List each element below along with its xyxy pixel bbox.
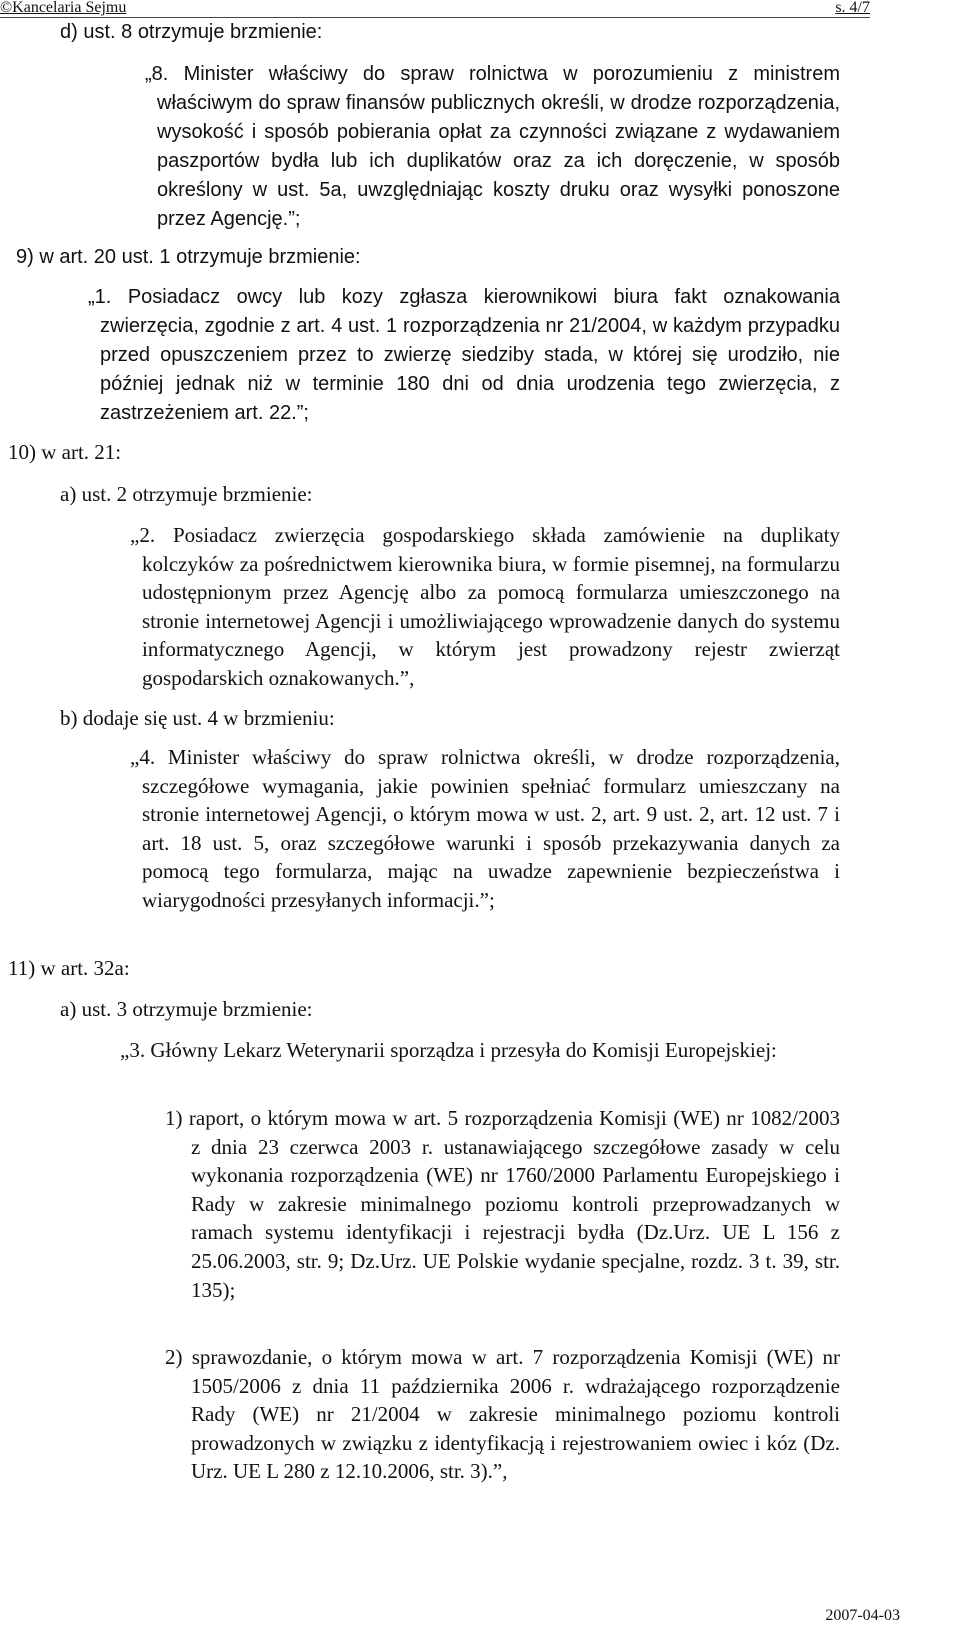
page-number: s. 4/7 [835,0,870,16]
item-11a-quote: „3. Główny Lekarz Weterynarii sporządza i przesyła do Komisji Europejskiej: [120,1038,777,1062]
item-9-quote: „1. Posiadacz owcy lub kozy zgłasza kierownikowi biura fakt oznakowania zwierzęcia, zgodnie z art. 4 ust. 1 rozporządzenia nr 21/2004, w każdym przypadku przed opuszczeniem przez to zwierzę siedziby stada, w której się urodziło, nie później jednak niż w terminie 180 dni od dnia urodzenia tego zwierzęcia, z zastrzeżeniem art. 22.”; [88,286,840,424]
item-d-quote: „8. Minister właściwy do spraw rolnictwa w porozumieniu z ministrem właściwym do spraw finansów publicznych określi, w drodze rozporządzenia, wysokość i sposób pobierania opłat za czynności związane z wydawaniem paszportów bydła lub ich duplikatów oraz za ich doręczenie, w sposób określony w ust. 5a, uwzględniając koszty druku oraz wysyłki ponoszone przez Agencję.”; [145,63,840,230]
item-d-intro: d) ust. 8 otrzymuje brzmienie: [60,21,323,43]
item-10b-intro: b) dodaje się ust. 4 w brzmieniu: [60,706,335,730]
item-11a-point-1: 1) raport, o którym mowa w art. 5 rozporządzenia Komisji (WE) nr 1082/2003 z dnia 23 czerwca 2003 r. ustanawiającego szczegółowe zasady w celu wykonania rozporządzenia (WE) nr 1760/2000 Parlamentu Europejskiego i Rady w zakresie minimalnego poziomu kontroli przeprowadzanych w ramach systemu identyfikacji i rejestracji bydła (Dz.Urz. UE L 156 z 25.06.2003, str. 9; Dz.Urz. UE Polskie wydanie specjalne, rozdz. 3 t. 39, str. 135); [165,1106,840,1302]
publisher-label: ©Kancelaria Sejmu [0,0,127,16]
document-date: 2007-04-03 [825,1607,900,1624]
item-11-intro: 11) w art. 32a: [8,956,130,980]
item-10-intro: 10) w art. 21: [8,440,122,464]
item-9-intro: 9) w art. 20 ust. 1 otrzymuje brzmienie: [16,246,361,268]
item-10a-intro: a) ust. 2 otrzymuje brzmienie: [60,482,313,506]
item-10b-quote: „4. Minister właściwy do spraw rolnictwa określi, w drodze rozporządzenia, szczegółowe wymagania, jakie powinien spełniać formularz umieszczany na stronie internetowej Agencji, o którym mowa w ust. 2, art. 9 ust. 2, art. 12 ust. 7 i art. 18 ust. 5, oraz szczegółowe warunki i sposób przekazywania danych za pomocą tego formularza, mając na uwadze zapewnienie bezpieczeństwa i wiarygodności przesyłanych informacji.”; [130,745,840,912]
item-11a-point-2: 2) sprawozdanie, o którym mowa w art. 7 rozporządzenia Komisji (WE) nr 1505/2006 z dnia 11 października 2006 r. wdrażającego rozporządzenie Rady (WE) nr 21/2004 w zakresie minimalnego poziomu kontroli prowadzonych w związku z identyfikacją i rejestrowaniem owiec i kóz (Dz. Urz. UE L 280 z 12.10.2006, str. 3).”, [165,1345,840,1484]
item-10a-quote: „2. Posiadacz zwierzęcia gospodarskiego składa zamówienie na duplikaty kolczyków za pośrednictwem kierownika biura, w formie pisemnej, na formularzu udostępnionym przez Agencję albo za pomocą formularza umieszczonego na stronie internetowej Agencji i umożliwiającego wprowadzenie danych do systemu informatycznego Agencji, w którym jest prowadzony rejestr zwierząt gospodarskich oznakowanych.”, [130,523,840,690]
item-11a-intro: a) ust. 3 otrzymuje brzmienie: [60,997,313,1021]
